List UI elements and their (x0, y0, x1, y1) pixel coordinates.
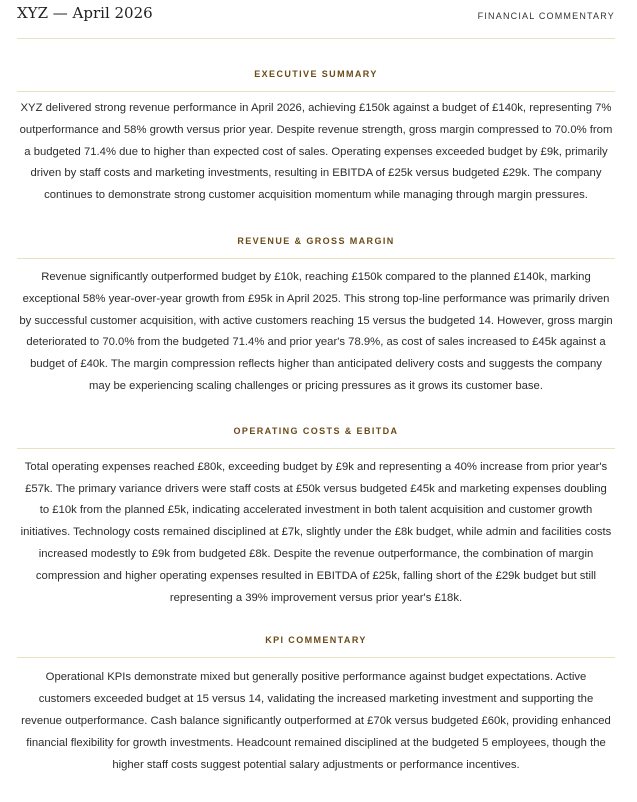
section-heading: REVENUE & GROSS MARGIN (17, 232, 615, 259)
section-paragraph: Operational KPIs demonstrate mixed but generally positive performance against budget expectations. Active customers exceeded budget at 15 versus 14, validating the increased marketing investment and supporting the revenue outperformance. Cash balance significantly outperformed at £70k versus budgeted £60k, providing enhanced financial flexibility for growth investments. Headcount remained disciplined at the budgeted 5 employees, though the higher staff costs suggest potential salary adjustments or performance incentives. (21, 671, 611, 771)
section-paragraph: Total operating expenses reached £80k, exceeding budget by £9k and representing a 40% increase from prior year's £57k. The primary variance drivers were staff costs at £50k versus budgeted £45k and marketing expenses doubling to £10k from the planned £5k, indicating accelerated investment in both talent acquisition and customer growth initiatives. Technology costs remained disciplined at £7k, slightly under the £8k budget, while admin and facilities costs increased modestly to £9k from budgeted £8k. Despite the revenue outperformance, the combination of margin compression and higher operating expenses resulted in EBITDA of £25k, falling short of the £29k budget but still representing a 39% improvement versus prior year's £18k. (20, 460, 612, 604)
document-title: XYZ — April 2026 (17, 4, 153, 22)
section-paragraph: XYZ delivered strong revenue performance in April 2026, achieving £150k against a budget of £140k, representing 7% outperformance and 58% growth versus prior year. Despite revenue strength, gross margin compressed to 70.0% from a budgeted 71.4% due to higher than expected cost of sales. Operating expenses exceeded budget by £9k, primarily driven by staff costs and marketing investments, resulting in EBITDA of £25k versus budgeted £29k. The company continues to demonstrate strong customer acquisition momentum while managing through margin pressures. (19, 102, 613, 202)
page-header (17, 0, 615, 39)
section-heading: OPERATING COSTS & EBITDA (17, 422, 615, 449)
commentary-page (17, 0, 615, 776)
document-type-label: FINANCIAL COMMENTARY (477, 11, 615, 21)
kpi-commentary-section (17, 631, 615, 776)
section-paragraph: Revenue significantly outperformed budget by £10k, reaching £150k compared to the planned £140k, marking exceptional 58% year-over-year growth from £95k in April 2025. This strong top-line performance was primarily driven by successful customer acquisition, with active customers reaching 15 versus the budgeted 14. However, gross margin deteriorated to 70.0% from the budgeted 71.4% and prior year's 78.9%, as cost of sales increased to £45k against a budget of £40k. The margin compression reflects higher than anticipated delivery costs and suggests the company may be experiencing scaling challenges or pricing pressures as it grows its customer base. (19, 270, 613, 392)
operating-costs-ebitda-section (17, 422, 615, 610)
executive-summary-section (17, 65, 615, 207)
section-heading: KPI COMMENTARY (17, 631, 615, 658)
revenue-gross-margin-section (17, 232, 615, 398)
section-heading: EXECUTIVE SUMMARY (17, 65, 615, 92)
